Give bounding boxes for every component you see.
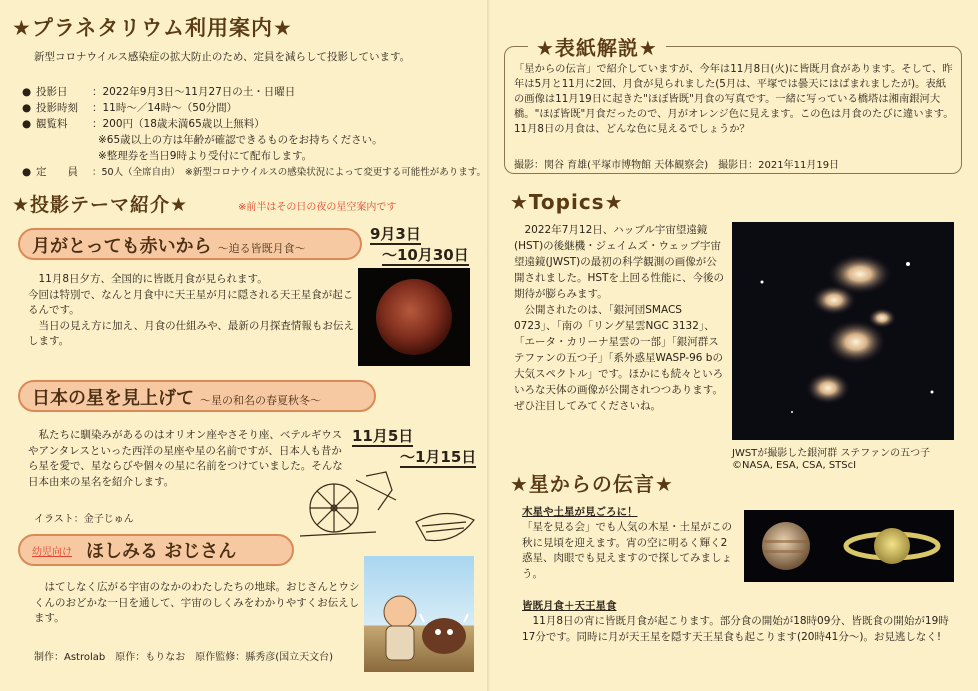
- program1-dates: [370, 224, 469, 266]
- theme-section-title: ★投影テーマ紹介★: [12, 194, 189, 216]
- program2-illustration-credit: イラスト：金子じゅん: [34, 514, 134, 525]
- planets-image: [744, 510, 954, 582]
- program2-date-start: 11月5日: [352, 427, 414, 445]
- info-note: ※整理券を当日9時より受付にて配布します。: [98, 150, 313, 162]
- program1-title: 月がとっても赤いから: [32, 236, 212, 257]
- program2-dates: [352, 426, 476, 468]
- program2-text: 私たちに馴染みがあるのはオリオン座やさそり座、ベテルギウスやアンタレスといった西洋の星座や星の名前ですが、日本人も昔から星を愛で、星ならびや個々の星に名前をつけていました。そんな日本由来の星名を紹介します。: [28, 429, 343, 488]
- info-item: ● 観覧料 ：200円（18歳未満65歳以上無料）: [22, 118, 265, 130]
- red-moon-image: [358, 268, 470, 366]
- info-note: ※65歳以上の方は年齢が確認できるものをお持ちください。: [98, 134, 383, 146]
- topics-caption: JWSTが撮影した銀河群 ステファンの五つ子: [732, 448, 931, 459]
- kids-badge: 幼児向け: [32, 546, 72, 558]
- msg1-text: 「星を見る会」でも人気の木星・土星がこの秋に見頃を迎えます。宵の空に明るく輝く2惑星、肉眼でも見えますので探してみましょう。: [522, 521, 732, 580]
- program2-subtitle: ～星の和名の春夏秋冬～: [200, 394, 321, 407]
- program3-text: はてしなく広がる宇宙のなかのわたしたちの地球。おじさんとウシくんのおどかな一日を通して、宇宙のしくみをわかりやすくお伝えします。: [34, 581, 360, 624]
- message-title: ★星からの伝言★: [510, 472, 674, 496]
- msg1-heading: 木星や土星が見ごろに！: [522, 506, 638, 518]
- cartoon-image: [364, 556, 474, 672]
- topics-title: ★Topics★: [510, 190, 624, 214]
- program2-banner: [18, 380, 376, 412]
- info-item: ● 投影日 ：2022年9月3日～11月27日の土・日曜日: [22, 86, 296, 98]
- program1-text: 11月8日夕方、全国的に皆既月食が見られます。 今回は特別で、なんと月食中に天王星が月に隠される天王星食が起こるんです。 当日の見え方に加え、月食の仕組みや、最新の月探査情報もお伝えします。: [28, 273, 354, 347]
- intro-text: 新型コロナウイルス感染症の拡大防止のため、定員を減らして投影しています。: [34, 51, 411, 63]
- msg2-text: 11月8日の宵に皆既月食が起こります。部分食の開始が18時09分、皆既食の開始が19時17分です。同時に月が天王星を隠す天王星食も起こります(20時41分～)。お見逃しなく!: [522, 615, 949, 643]
- red-moon-photo: [358, 268, 470, 366]
- info-item: ● 投影時刻 ：11時～／14時～（50分間）: [22, 102, 238, 114]
- program2-title: 日本の星を見上げて: [32, 388, 194, 409]
- program1-banner: [18, 228, 362, 260]
- program3-credits: 制作：Astrolab 原作：もりなお 原作監修：縣秀彦(国立天文台): [34, 652, 334, 663]
- usage-info-list: [22, 84, 486, 181]
- jupiter-saturn-photo: [744, 510, 954, 582]
- tools-sketch: [296, 470, 478, 544]
- spinning-wheel-illustration: [296, 470, 478, 544]
- hoshimiru-ojisan-illustration: [364, 556, 474, 672]
- info-item: ● 定 員 ：50人（全席自由） ※新型コロナウイルスの感染状況によって変更する可能性があります。: [22, 166, 486, 178]
- theme-note: ※前半はその日の夜の星空案内です: [238, 202, 397, 213]
- program3-banner: [18, 534, 294, 566]
- cover-explanation-text: 「星からの伝言」で紹介していますが、今年は11月8日(火)に皆既月食があります。そして、昨年は5月と11月に2回、月食が見られました(5月は、平塚では曇天にはばまれましたが)。表紙の画像は11月19日に起きた"ほぼ皆既"月食の写真です。一緒に写っている橋塔は湘南銀河大橋。"ほぼ皆既"月食だったので、月がオレンジ色に見えます。この色は月食のたびに違います。11月8日の月食は、どんな色に見えるでしょうか？: [514, 63, 954, 135]
- page-fold: [487, 0, 490, 691]
- msg2-heading: 皆既月食＋天王星食: [522, 600, 617, 612]
- program1-date-start: 9月3日: [370, 225, 421, 243]
- planetarium-guide-title: ★プラネタリウム利用案内★: [12, 16, 293, 40]
- cover-explanation-title: ★表紙解説★: [528, 32, 666, 61]
- program3-title: ほしみる おじさん: [86, 541, 237, 562]
- program2-date-end: ～1月15日: [400, 448, 477, 466]
- galaxy-image: [732, 222, 954, 440]
- topics-text: 2022年7月12日、ハッブル宇宙望遠鏡(HST)の後継機・ジェイムズ・ウェッブ宇宙望遠鏡(JWST)の最初の科学観測の画像が公開されました。HSTを上回る性能に、今後の期待が膨らみます。 公開されたのは、「銀河団SMACS 0723」、「南の「リング星雲NGC 3132」、「エータ・カリーナ星雲の一部」「銀河群ステファンの五つ子」「系外惑星WASP-96 bの大気スペクトル」です。ほかにも続々といろいろな天体の画像が公開されつつあります。ぜひ注目してみてくださいね。: [514, 224, 724, 412]
- topics-copyright: ©NASA, ESA, CSA, STScI: [732, 460, 857, 471]
- program1-subtitle: ～迫る皆既月食～: [217, 242, 306, 255]
- program1-date-end: ～10月30日: [382, 246, 469, 264]
- cover-photo-credit: 撮影：関谷 育雄(平塚市博物館 天体観察会) 撮影日：2021年11月19日: [514, 160, 840, 171]
- jwst-stephans-quintet-photo: [732, 222, 954, 440]
